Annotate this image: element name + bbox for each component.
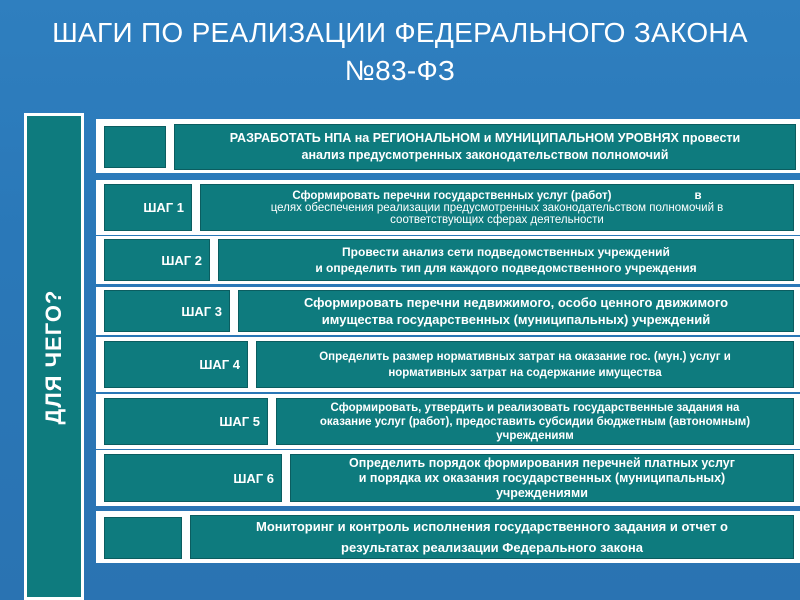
step-text-1	[198, 182, 796, 233]
final-blank-cell	[102, 515, 184, 561]
step-5-line-2: оказание услуг (работ), предоставить субсидии бюджетным (автономным)	[319, 415, 751, 428]
step-5-line-1: Сформировать, утвердить и реализовать государственные задания на	[330, 401, 740, 414]
step-label-6: ШАГ 6	[102, 452, 284, 504]
step-2-line-2: и определить тип для каждого подведомственного учреждения	[315, 261, 697, 275]
step-label-5: ШАГ 5	[102, 396, 270, 447]
step-text-3	[236, 288, 796, 334]
intro-line-1: РАЗРАБОТАТЬ НПА на РЕГИОНАЛЬНОМ и МУНИЦИПАЛЬНОМ УРОВНЯХ провести	[229, 131, 741, 145]
step-row-6	[96, 450, 800, 506]
step-1-line-3: соответствующих сферах деятельности	[390, 213, 604, 226]
intro-line-2: анализ предусмотренных законодательством полномочий	[301, 148, 669, 162]
final-row	[96, 511, 800, 563]
step-label-4: ШАГ 4	[102, 339, 250, 390]
step-5-line-3: учреждениям	[496, 429, 574, 442]
title-line-2: №83-ФЗ	[344, 55, 456, 86]
step-text-4	[254, 339, 796, 390]
side-panel	[24, 113, 84, 600]
intro-text-cell	[172, 122, 798, 172]
step-row-3	[96, 287, 800, 335]
step-text-6	[288, 452, 796, 504]
step-1-line-1: Сформировать перечни государственных услуг (работ) в	[292, 189, 702, 202]
step-row-1	[96, 180, 800, 235]
page-title	[0, 14, 800, 90]
step-text-2	[216, 237, 796, 283]
intro-blank-cell	[102, 124, 168, 170]
step-label-2: ШАГ 2	[102, 237, 212, 283]
step-3-line-2: имущества государственных (муниципальных) учреждений	[321, 312, 711, 327]
step-6-line-1: Определить порядок формирования перечней платных услуг	[349, 455, 735, 470]
step-row-5	[96, 394, 800, 449]
step-6-line-2: и порядка их оказания государственных (муниципальных)	[358, 470, 726, 485]
final-line-2: результатах реализации Федерального закона	[341, 540, 643, 555]
step-row-4	[96, 337, 800, 392]
step-label-3: ШАГ 3	[102, 288, 232, 334]
step-3-line-1: Сформировать перечни недвижимого, особо ценного движимого	[303, 295, 729, 310]
step-2-line-1: Провести анализ сети подведомственных учреждений	[342, 245, 670, 259]
step-4-line-1: Определить размер нормативных затрат на оказание гос. (мун.) услуг и	[319, 350, 731, 363]
step-row-2	[96, 236, 800, 284]
step-4-line-2: нормативных затрат на содержание имущества	[388, 366, 662, 379]
intro-row	[96, 119, 800, 173]
final-text-cell	[188, 513, 796, 561]
step-1-line-2: целях обеспечения реализации предусмотренных законодательством полномочий в	[270, 201, 724, 214]
step-6-line-3: учреждениями	[496, 485, 588, 500]
step-text-5	[274, 396, 796, 447]
side-label: ДЛЯ ЧЕГО?	[41, 289, 66, 424]
step-label-1: ШАГ 1	[102, 182, 194, 233]
title-line-1: ШАГИ ПО РЕАЛИЗАЦИИ ФЕДЕРАЛЬНОГО ЗАКОНА	[52, 17, 748, 48]
final-line-1: Мониторинг и контроль исполнения государственного задания и отчет о	[256, 519, 728, 534]
